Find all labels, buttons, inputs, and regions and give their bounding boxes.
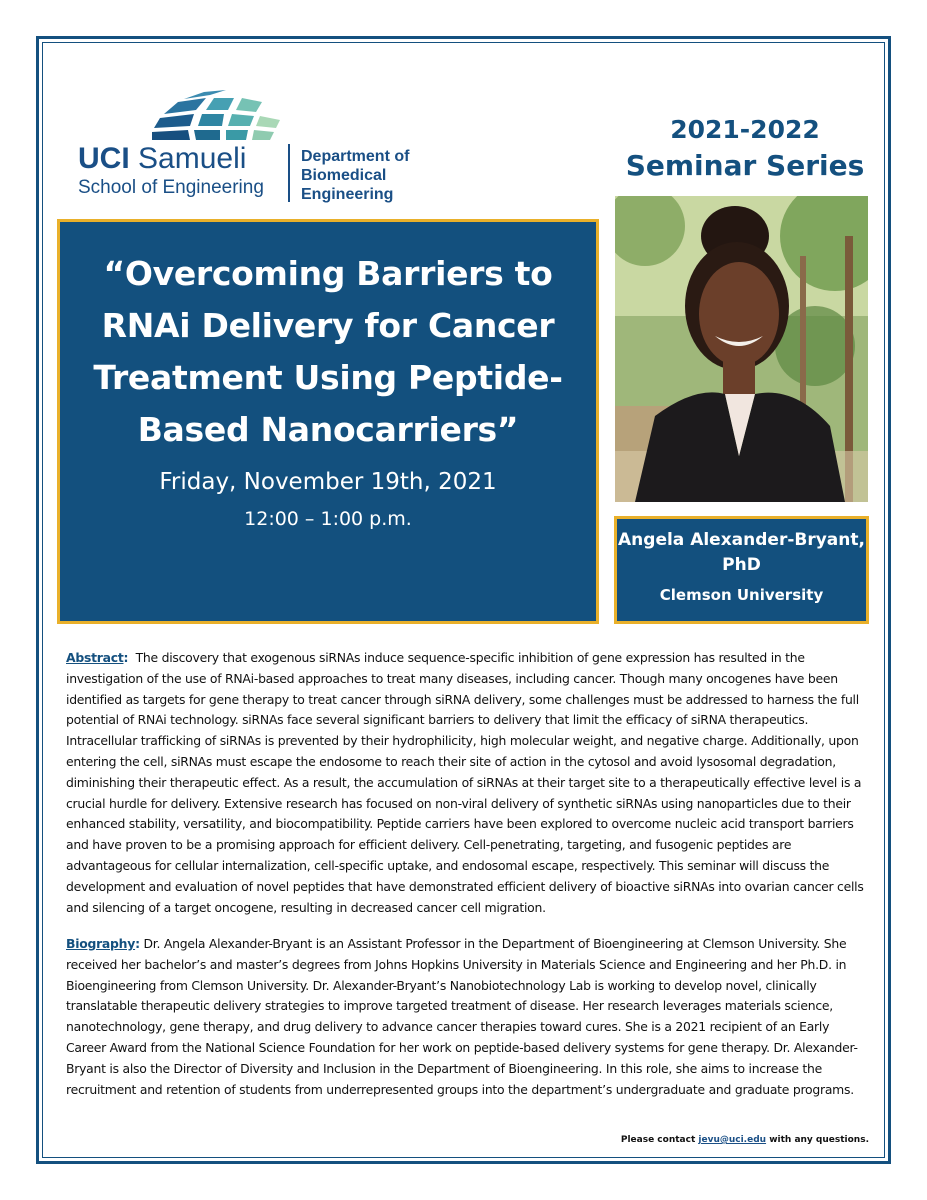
logo-divider [288, 144, 290, 202]
contact-suffix: with any questions. [769, 1135, 869, 1145]
speaker-name: Angela Alexander-Bryant, PhD [618, 530, 865, 575]
series-years: 2021-2022 [670, 115, 820, 144]
contact-prefix: Please contact [620, 1135, 696, 1145]
talk-time: 12:00 – 1:00 p.m. [244, 508, 412, 530]
logo-school: School of Engineering [78, 177, 264, 198]
talk-title: “Overcoming Barriers to RNAi Delivery for Cancer Treatment Using Peptide-Based Nanocarriers” [93, 254, 563, 449]
speaker-photo [615, 196, 868, 502]
talk-title-box [57, 219, 599, 624]
biography-label: Biography [66, 936, 136, 951]
logo-fan-icon [150, 90, 280, 142]
contact-line [621, 1135, 869, 1145]
uci-samueli-logo [78, 90, 438, 210]
seminar-series-heading [600, 112, 890, 184]
abstract-section: Abstract: The discovery that exogenous siRNAs induce sequence-specific inhibition of gene expression has resulted in the investigation of the use of RNAi-based approaches to treat many diseases, including cancer. Though many oncogenes have been identified as targets for gene therapy to treat cancer through siRNA delivery, some challenges must be addressed to harness the full potential of RNAi technology. siRNAs face several significant barriers to delivery that limit the efficacy of siRNA therapeutics. Intracellular trafficking of siRNAs is prevented by their hydrophilicity, high molecular weight, and negative charge. Additionally, upon entering the cell, siRNAs must escape the endosome to reach their site of action in the cytosol and avoid lysosomal degradation, diminishing their therapeutic effect. As a result, the accumulation of siRNAs at their target site to a therapeutically effective level is a crucial hurdle for delivery. Extensive research has focused on non-viral delivery of synthetic siRNAs using nanoparticles due to their enhanced stability, versatility, and biocompatibility. Peptide carriers have been explored to overcome nucleic acid transport barriers and have proven to be a promising approach for efficient delivery. Cell-penetrating, targeting, and fusogenic peptides are advantageous for cellular internalization, cell-specific uptake, and endosomal escape, respectively. This seminar will discuss the development and evaluation of novel peptides that have demonstrated efficient delivery of bioactive siRNAs into ovarian cancer cells and silencing of a target oncogene, resulting in decreased cancer cell migration. [66, 650, 864, 915]
abstract-label: Abstract [66, 650, 124, 665]
speaker-box [614, 516, 869, 624]
biography-text: Dr. Angela Alexander-Bryant is an Assistant Professor in the Department of Bioengineering at Clemson University. She received her bachelor’s and master’s degrees from Johns Hopkins University in Materials Science and Engineering and her Ph.D. in Bioengineering from Clemson University. Dr. Alexander-Bryant’s Nanobiotechnology Lab is working to develop novel, clinically translatable therapeutic delivery strategies to improve targeted treatment of disease. Her research leverages materials science, nanotechnology, gene therapy, and drug delivery to advance cancer therapies toward cures. She is a 2021 recipient of an Early Career Award from the National Science Foundation for her work on peptide-based delivery systems for gene therapy. Dr. Alexander-Bryant is also the Director of Diversity and Inclusion in the Department of Bioengineering. In this role, she aims to increase the recruitment and retention of students from underrepresented groups into the department’s undergraduate and graduate programs. [66, 936, 858, 1097]
contact-email-link[interactable]: jevu@uci.edu [698, 1135, 767, 1145]
biography-section: Biography: Dr. Angela Alexander-Bryant is an Assistant Professor in the Department of Bioengineering at Clemson University. She received her bachelor’s and master’s degrees from Johns Hopkins University in Materials Science and Engineering and her Ph.D. in Bioengineering from Clemson University. Dr. Alexander-Bryant’s Nanobiotechnology Lab is working to develop novel, clinically translatable therapeutic delivery strategies to improve targeted treatment of disease. Her research leverages materials science, nanotechnology, gene therapy, and drug delivery to advance cancer therapies toward cures. She is a 2021 recipient of an Early Career Award from the National Science Foundation for her work on peptide-based delivery systems for gene therapy. Dr. Alexander-Bryant is also the Director of Diversity and Inclusion in the Department of Bioengineering. In this role, she aims to increase the recruitment and retention of students from underrepresented groups into the department’s undergraduate and graduate programs. [66, 936, 858, 1097]
abstract-text: The discovery that exogenous siRNAs induce sequence-specific inhibition of gene expression has resulted in the investigation of the use of RNAi-based approaches to treat many diseases, including cancer. Though many oncogenes have been identified as targets for gene therapy to treat cancer through siRNA delivery, some challenges must be addressed to harness the full potential of RNAi technology. siRNAs face several significant barriers to delivery that limit the efficacy of siRNA therapeutics. Intracellular trafficking of siRNAs is prevented by their hydrophilicity, high molecular weight, and negative charge. Additionally, upon entering the cell, siRNAs must escape the endosome to reach their site of action in the cytosol and avoid lysosomal degradation, diminishing their therapeutic effect. As a result, the accumulation of siRNAs at their target site to a therapeutically effective level is a crucial hurdle for delivery. Extensive research has focused on non-viral delivery of synthetic siRNAs using nanoparticles due to their enhanced stability, versatility, and biocompatibility. Peptide carriers have been explored to overcome nucleic acid transport barriers and have proven to be a promising approach for efficient delivery. Cell-penetrating, targeting, and fusogenic peptides are advantageous for cellular internalization, cell-specific uptake, and endosomal escape, respectively. This seminar will discuss the development and evaluation of novel peptides that have demonstrated efficient delivery of bioactive siRNAs into ovarian cancer cells and silencing of a target oncogene, resulting in decreased cancer cell migration. [66, 650, 864, 915]
talk-date: Friday, November 19th, 2021 [159, 469, 497, 495]
speaker-affiliation: Clemson University [659, 586, 824, 604]
logo-wordmark: UCI Samueli [78, 142, 247, 175]
series-name: Seminar Series [625, 149, 865, 182]
logo-department: Department of Biomedical Engineering [301, 148, 410, 203]
